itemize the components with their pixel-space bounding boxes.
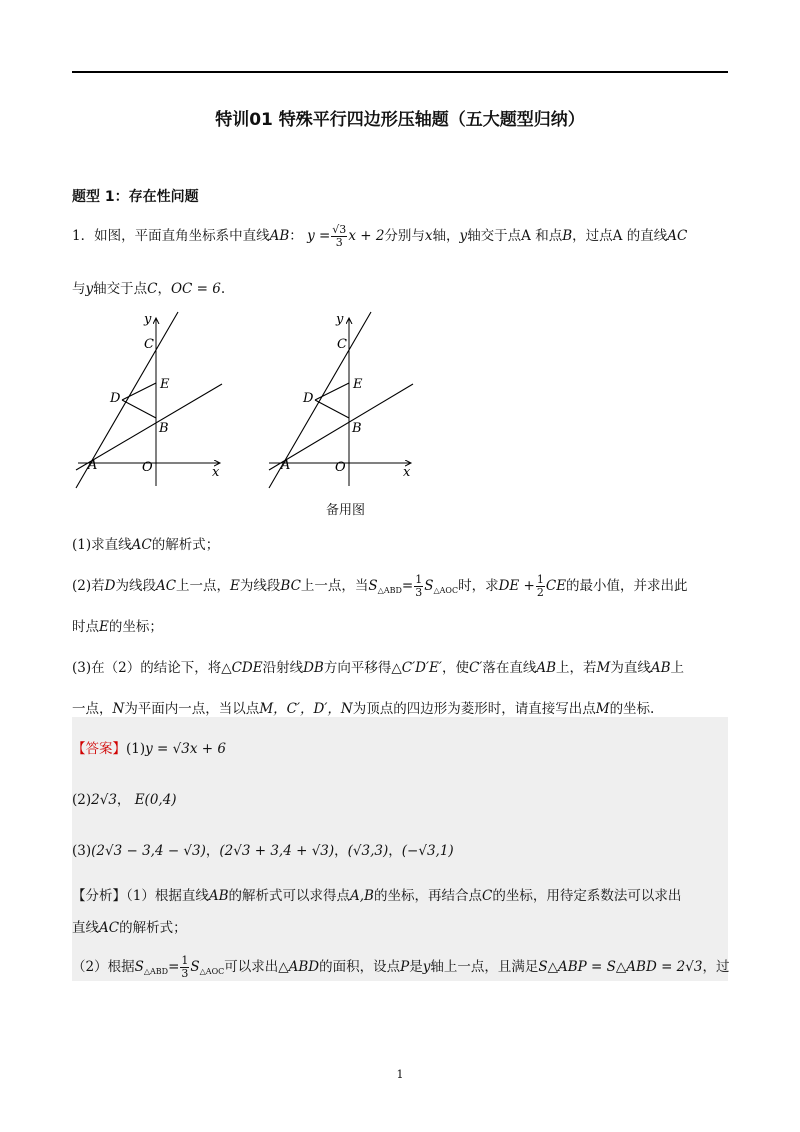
label-y: y	[144, 312, 152, 327]
label-d: D	[303, 391, 314, 406]
segment-de	[122, 383, 156, 400]
answer-line-3: (3)(2√3 − 3,4 − √3)，(2√3 + 3,4 + √3)，(√3,3)，(−√3,1)	[72, 843, 454, 859]
coordinate-figure-main	[72, 308, 232, 493]
segment-de	[315, 383, 349, 400]
question-number: 1．	[72, 228, 95, 244]
line-ab	[76, 384, 222, 470]
label-b: B	[159, 421, 169, 436]
label-o: O	[142, 460, 153, 475]
figure-caption: 备用图	[326, 503, 366, 518]
label-c: C	[337, 337, 347, 352]
label-e: E	[160, 377, 170, 392]
part-3-line-1: (3)在（2）的结论下，将△CDE沿射线DB方向平移得△C′D′E′，使C′落在直线AB上，若M为直线AB上	[72, 660, 685, 676]
label-e: E	[353, 377, 363, 392]
part-1: (1)求直线AC的解析式；	[72, 537, 220, 553]
analysis-line-3: （2）根据$S_{\triangle ABD}=$ $\frac{1}{3}$ $S_{\triangle AOC}$可以求出△ABD的面积，设点P是y轴上一点，且满足S△ABP = S△ABD = 2√3，过	[72, 954, 730, 980]
section-heading: 题型 1：存在性问题	[72, 189, 199, 205]
line-ab	[269, 384, 413, 470]
label-c: C	[144, 337, 154, 352]
label-x: x	[403, 465, 411, 480]
fraction-one-third: $\frac{1}{3}$	[415, 573, 423, 599]
fraction-sqrt3-over-3: $\frac{√3}{3}$	[332, 223, 347, 249]
part-2-line-2: 时点E的坐标；	[72, 619, 163, 635]
page-title: 特训01 特殊平行四边形压轴题（五大题型归纳）	[215, 110, 585, 130]
page-number: 1	[396, 1068, 404, 1081]
label-x: x	[212, 465, 220, 480]
label-a: A	[281, 458, 291, 473]
answer-line-1: 【答案】(1)y = √3x + 6	[72, 741, 226, 757]
segment-db	[122, 400, 156, 418]
label-o: O	[335, 460, 346, 475]
answer-label: 【答案】	[72, 741, 126, 757]
label-b: B	[352, 421, 362, 436]
segment-db	[315, 400, 349, 418]
question-1-line-1: 1．如图，平面直角坐标系中直线AB： y = $\frac{√3}{3}$ x + 2分别与x轴，y轴交于点A 和点B，过点A 的直线AC	[72, 223, 688, 249]
question-1-line-2: 与y轴交于点C，OC = 6.	[72, 281, 226, 297]
label-a: A	[88, 458, 98, 473]
answer-line-2: (2)2√3， E(0,4)	[72, 792, 177, 808]
part-2-line-1: (2)若D为线段AC上一点，E为线段BC上一点，当$S_{\triangle ABD}=$ $\frac{1}{3}$ $S_{\triangle AOC}$时，求DE + $\frac{1}{2}$ CE的最小值，并求出此	[72, 573, 688, 599]
analysis-label: 【分析】	[72, 888, 126, 904]
label-y: y	[336, 312, 344, 327]
part-3-line-2: 一点，N为平面内一点，当以点M，C′，D′，N为顶点的四边形为菱形时，请直接写出点M的坐标.	[72, 701, 655, 717]
header-rule	[72, 71, 728, 73]
fraction-one-half: $\frac{1}{2}$	[536, 573, 544, 599]
analysis-line-2: 直线AC的解析式；	[72, 920, 187, 936]
fraction-one-third-analysis: $\frac{1}{3}$	[181, 954, 189, 980]
label-d: D	[110, 391, 121, 406]
analysis-line-1: 【分析】（1）根据直线AB的解析式可以求得点A,B的坐标，再结合点C的坐标，用待定系数法可以求出	[72, 888, 682, 904]
coordinate-figure-backup	[263, 308, 423, 493]
